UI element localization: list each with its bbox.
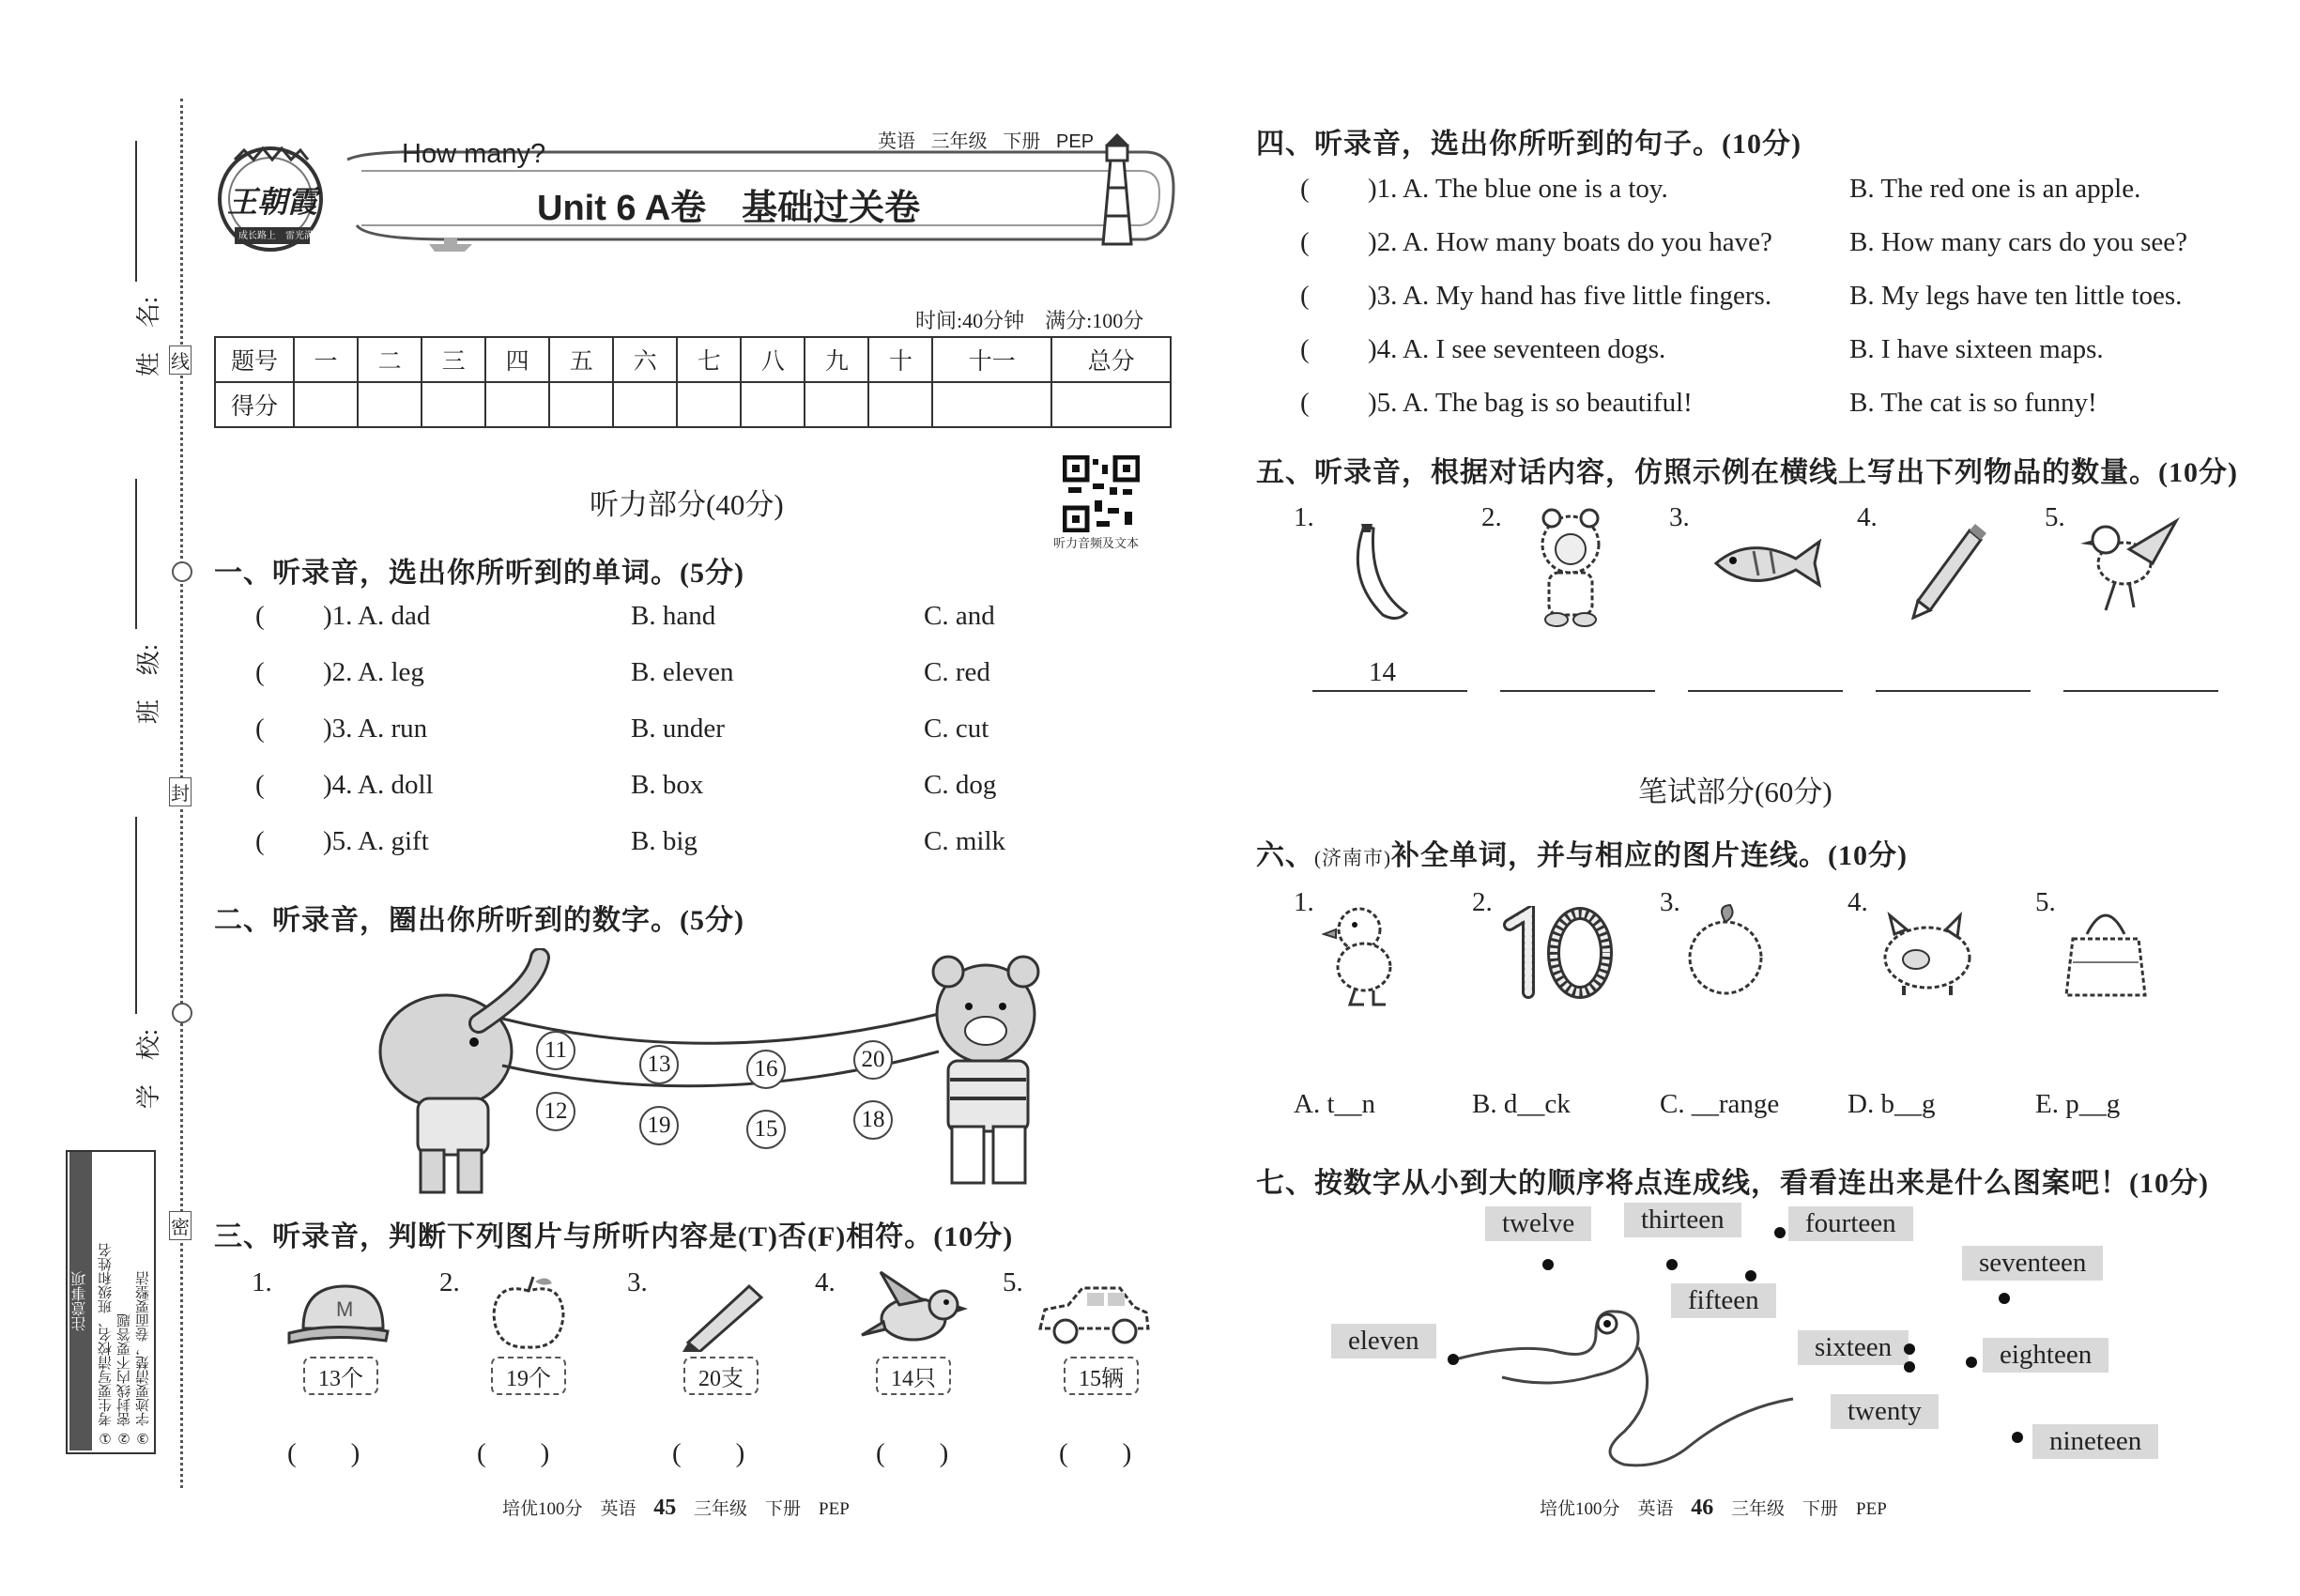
- time-score: 时间:40分钟 满分:100分: [915, 309, 1144, 332]
- word-tag: thirteen: [1624, 1203, 1741, 1237]
- answer-paren[interactable]: (: [255, 657, 265, 687]
- fish-icon: [1707, 530, 1829, 596]
- elephant-bear-icon: [376, 948, 1051, 1202]
- item-number: 5.: [1003, 1267, 1023, 1297]
- number-banner-illustration: [376, 948, 1051, 1202]
- svg-text:M: M: [336, 1297, 354, 1321]
- option-c: C. and: [924, 601, 995, 631]
- score-header: 四: [485, 337, 549, 382]
- score-header: 十: [868, 337, 932, 382]
- number-circle[interactable]: 15: [746, 1110, 786, 1149]
- s1-item[interactable]: [255, 826, 1100, 882]
- name-field[interactable]: [120, 141, 163, 377]
- class-underline: [135, 479, 137, 629]
- word-tag: nineteen: [2032, 1424, 2158, 1459]
- car-icon: [1035, 1277, 1153, 1352]
- item-number: 5.: [2035, 887, 2056, 917]
- s1-list: [255, 601, 1100, 882]
- option-a: )4. A. doll: [323, 770, 434, 800]
- answer-paren[interactable]: (: [255, 826, 265, 856]
- meta-grade: 三年级: [930, 131, 988, 152]
- connect-dot[interactable]: [1448, 1354, 1459, 1365]
- score-cell[interactable]: [613, 382, 677, 427]
- answer-paren[interactable]: (: [1300, 388, 1310, 418]
- tf-answer[interactable]: ( ): [287, 1438, 360, 1468]
- word-tag: eleven: [1331, 1324, 1436, 1358]
- number-circle[interactable]: 13: [639, 1045, 679, 1084]
- s4-item[interactable]: [1300, 334, 2239, 388]
- s2-title: 二、听录音，圈出你所听到的数字。(5分): [214, 905, 744, 936]
- score-header: 题号: [215, 337, 294, 382]
- s3-count-label: 20支: [683, 1357, 759, 1395]
- score-cell[interactable]: [805, 382, 868, 427]
- option-b: B. I have sixteen maps.: [1849, 334, 2104, 364]
- connect-dot[interactable]: [1666, 1259, 1678, 1270]
- s5-items: [1294, 502, 2232, 699]
- s6-items: [1294, 887, 2232, 1131]
- s6-title-post: 补全单词，并与相应的图片连线。(10分): [1391, 840, 1908, 871]
- item-number: 1.: [1294, 887, 1314, 917]
- number-circle[interactable]: 20: [853, 1040, 893, 1080]
- tf-answer[interactable]: ( ): [1059, 1438, 1132, 1468]
- s1-title: 一、听录音，选出你所听到的单词。(5分): [214, 558, 744, 589]
- footer-text: 培优100分 英语: [502, 1499, 636, 1519]
- brand-badge: [207, 141, 338, 253]
- tf-answer[interactable]: ( ): [477, 1438, 550, 1468]
- school-underline: [135, 817, 137, 1014]
- answer-line[interactable]: [1688, 690, 1843, 692]
- brand-motto: 成长路上 雷光满天: [238, 231, 323, 241]
- item-number: 4.: [815, 1267, 836, 1297]
- page-number: 46: [1691, 1496, 1714, 1520]
- answer-line[interactable]: [1500, 690, 1655, 692]
- notice-title: 注意事项: [69, 1152, 92, 1450]
- cut-mark: 封: [169, 777, 192, 806]
- binding-strip: [0, 0, 188, 1596]
- s3-count-label: 13个: [303, 1357, 378, 1395]
- cut-mark: 密: [169, 1211, 192, 1240]
- s4-item[interactable]: [1300, 388, 2239, 441]
- connect-dot[interactable]: [1542, 1259, 1554, 1270]
- word-blank[interactable]: D. b__g: [1848, 1089, 1936, 1119]
- word-blank[interactable]: A. t__n: [1294, 1089, 1375, 1119]
- meta-volume: 下册: [1003, 131, 1041, 152]
- banana-icon: [1341, 521, 1416, 624]
- option-a: )5. A. gift: [323, 826, 429, 856]
- qr-caption: 听力音频及文本: [1053, 536, 1140, 550]
- pen-icon: [679, 1277, 773, 1352]
- item-number: 2.: [1481, 502, 1502, 532]
- option-c: C. milk: [924, 826, 1006, 856]
- word-tag: eighteen: [1983, 1338, 2108, 1373]
- binding-hole: [172, 1003, 192, 1023]
- cap-icon: [284, 1277, 397, 1352]
- footer-right: [1540, 1495, 1887, 1521]
- ten-icon: [1495, 906, 1618, 1000]
- footer-text: 三年级 下册 PEP: [1731, 1499, 1887, 1519]
- option-a: )3. A. My hand has five little fingers.: [1368, 281, 1772, 311]
- option-c: C. cut: [924, 714, 989, 744]
- connect-dot[interactable]: [1904, 1343, 1915, 1355]
- tf-answer[interactable]: ( ): [672, 1438, 745, 1468]
- writing-title: 笔试部分(60分): [1638, 775, 1832, 808]
- number-circle[interactable]: 18: [853, 1100, 893, 1140]
- option-a: )1. A. The blue one is a toy.: [1368, 174, 1668, 204]
- score-header: 五: [549, 337, 613, 382]
- school-field[interactable]: [120, 817, 163, 1110]
- option-a: )1. A. dad: [323, 601, 431, 631]
- connect-dot[interactable]: [2012, 1432, 2023, 1443]
- header-banner: [207, 122, 1183, 272]
- s6-city: (济南市): [1314, 847, 1391, 869]
- item-number: 4.: [1848, 887, 1868, 917]
- option-a: )2. A. How many boats do you have?: [1368, 227, 1772, 257]
- answer-text[interactable]: 14: [1369, 657, 1396, 687]
- pencil-icon: [1904, 516, 1988, 620]
- score-header: 二: [358, 337, 422, 382]
- s6-title-pre: 六、: [1256, 840, 1314, 871]
- qr-code[interactable]: [1063, 455, 1140, 532]
- score-header: 六: [613, 337, 677, 382]
- s1-item[interactable]: [255, 770, 1100, 826]
- option-c: C. dog: [924, 770, 997, 800]
- s3-title: 三、听录音，判断下列图片与所听内容是(T)否(F)相符。(10分): [214, 1221, 1014, 1252]
- score-cell[interactable]: [485, 382, 549, 427]
- s3-count-label: 14只: [876, 1357, 951, 1395]
- item-number: 3.: [1660, 887, 1680, 917]
- bird-icon: [2073, 512, 2185, 615]
- meta-subject: 英语: [878, 131, 915, 152]
- s4-item[interactable]: [1300, 174, 2239, 227]
- page-number: 45: [653, 1496, 677, 1520]
- option-a: )3. A. run: [323, 714, 428, 744]
- option-a: )2. A. leg: [323, 657, 424, 687]
- word-blank[interactable]: B. d__ck: [1472, 1089, 1571, 1119]
- score-header: 一: [294, 337, 358, 382]
- score-header: 三: [422, 337, 485, 382]
- option-b: B. big: [631, 826, 698, 856]
- class-label: 班 级:: [135, 643, 163, 725]
- word-tag: twelve: [1485, 1206, 1591, 1241]
- score-cell[interactable]: [741, 382, 805, 427]
- orange-icon: [1679, 901, 1772, 1000]
- lighthouse-icon: [1084, 131, 1150, 253]
- notice-item: ① 考生要写清校名、班级和姓名: [99, 1243, 114, 1447]
- answer-line[interactable]: [2063, 690, 2218, 692]
- item-number: 3.: [627, 1267, 648, 1297]
- bag-icon: [2059, 897, 2153, 1005]
- school-label: 学 校:: [135, 1028, 163, 1110]
- answer-paren[interactable]: (: [255, 770, 265, 800]
- score-cell[interactable]: [1051, 382, 1171, 427]
- number-circle[interactable]: 12: [536, 1092, 575, 1131]
- pig-icon: [1871, 901, 1979, 1000]
- number-circle[interactable]: 16: [746, 1050, 786, 1089]
- word-tag: fourteen: [1788, 1206, 1913, 1241]
- s3-count-label: 15辆: [1064, 1357, 1139, 1395]
- cut-mark: 线: [169, 345, 192, 375]
- s7-title: 七、按数字从小到大的顺序将点连成线，看看连出来是什么图案吧！(10分): [1256, 1168, 2209, 1199]
- score-cell[interactable]: [677, 382, 741, 427]
- score-header: 总分: [1051, 337, 1171, 382]
- item-number: 1.: [1294, 502, 1314, 532]
- item-number: 1.: [252, 1267, 272, 1297]
- connect-dot[interactable]: [1774, 1227, 1786, 1238]
- option-c: C. red: [924, 657, 990, 687]
- s6-title: [1256, 832, 1908, 873]
- score-row-label: 得分: [215, 382, 294, 427]
- qr-icon: [1063, 455, 1140, 532]
- word-tag: fifteen: [1671, 1283, 1776, 1318]
- tf-answer[interactable]: ( ): [876, 1438, 949, 1468]
- answer-paren[interactable]: (: [1300, 334, 1310, 364]
- option-b: B. under: [631, 714, 725, 744]
- ship-icon: [427, 235, 474, 253]
- score-header: 七: [677, 337, 741, 382]
- score-cell[interactable]: [294, 382, 358, 427]
- score-cell[interactable]: [549, 382, 613, 427]
- option-b: B. eleven: [631, 657, 734, 687]
- meta-edition: PEP: [1056, 131, 1095, 152]
- answer-line[interactable]: [1876, 690, 2031, 692]
- dot-to-dot-puzzle: [1314, 1206, 2206, 1488]
- item-number: 3.: [1669, 502, 1690, 532]
- doll-icon: [1528, 507, 1613, 629]
- name-underline: [135, 141, 137, 282]
- s1-item[interactable]: [255, 657, 1100, 714]
- connect-dot[interactable]: [1999, 1293, 2010, 1304]
- option-b: B. box: [631, 770, 704, 800]
- class-field[interactable]: [120, 479, 163, 725]
- answer-paren[interactable]: (: [1300, 174, 1310, 204]
- item-number: 2.: [439, 1267, 460, 1297]
- s3-items: [252, 1267, 1172, 1483]
- option-b: B. The cat is so funny!: [1849, 388, 2097, 418]
- apple-icon: [486, 1272, 571, 1352]
- page-title: Unit 6 A卷 基础过关卷: [537, 189, 921, 228]
- notice-box: [66, 1150, 156, 1454]
- item-number: 4.: [1857, 502, 1878, 532]
- notice-item: ② 密封线内不要答题: [117, 1313, 132, 1447]
- footer-text: 培优100分 英语: [1540, 1499, 1674, 1519]
- s1-item[interactable]: [255, 714, 1100, 770]
- word-tag: twenty: [1831, 1394, 1939, 1429]
- option-b: B. My legs have ten little toes.: [1849, 281, 2183, 311]
- s4-title: 四、听录音，选出你所听到的句子。(10分): [1256, 129, 1802, 160]
- option-a: )4. A. I see seventeen dogs.: [1368, 334, 1666, 364]
- header-meta: [878, 126, 1094, 153]
- number-circle[interactable]: 11: [536, 1031, 575, 1070]
- connect-dot[interactable]: [1966, 1357, 1977, 1368]
- s4-list: [1300, 174, 2239, 441]
- option-a: )5. A. The bag is so beautiful!: [1368, 388, 1693, 418]
- number-circle[interactable]: 19: [639, 1106, 679, 1145]
- notice-item: ③ 字迹要清楚，卷面要整洁: [136, 1271, 151, 1447]
- answer-paren[interactable]: (: [255, 601, 265, 631]
- score-cell[interactable]: [422, 382, 485, 427]
- answer-paren[interactable]: (: [1300, 281, 1310, 311]
- binding-hole: [172, 561, 192, 582]
- score-table: [214, 336, 1172, 428]
- word-blank[interactable]: E. p__g: [2035, 1089, 2121, 1119]
- s4-item[interactable]: [1300, 281, 2239, 334]
- listening-title: 听力部分(40分): [590, 488, 784, 521]
- s5-title: 五、听录音，根据对话内容，仿照示例在横线上写出下列物品的数量。(10分): [1256, 457, 2238, 488]
- score-cell[interactable]: [868, 382, 932, 427]
- score-row: [215, 382, 1171, 427]
- answer-line[interactable]: [1312, 690, 1467, 692]
- word-tag: sixteen: [1798, 1330, 1909, 1365]
- score-header: 十一: [932, 337, 1051, 382]
- item-number: 5.: [2045, 502, 2065, 532]
- option-b: B. hand: [631, 601, 716, 631]
- score-header: 八: [741, 337, 805, 382]
- bird-icon: [857, 1267, 970, 1352]
- answer-paren[interactable]: (: [255, 714, 265, 744]
- connect-dot[interactable]: [1745, 1270, 1756, 1281]
- option-b: B. The red one is an apple.: [1849, 174, 2141, 204]
- item-number: 2.: [1472, 887, 1493, 917]
- score-cell[interactable]: [932, 382, 1051, 427]
- word-blank[interactable]: C. __range: [1660, 1089, 1780, 1119]
- word-tag: seventeen: [1962, 1246, 2103, 1281]
- footer-left: [502, 1495, 850, 1521]
- connect-dot[interactable]: [1904, 1361, 1915, 1373]
- duck-icon: [1322, 897, 1406, 1009]
- s1-item[interactable]: [255, 601, 1100, 657]
- option-b: B. How many cars do you see?: [1849, 227, 2187, 257]
- score-header: 九: [805, 337, 868, 382]
- s4-item[interactable]: [1300, 227, 2239, 281]
- answer-paren[interactable]: (: [1300, 227, 1310, 257]
- score-header-row: [215, 337, 1171, 382]
- name-label: 姓 名:: [135, 296, 163, 377]
- footer-text: 三年级 下册 PEP: [694, 1499, 850, 1519]
- score-cell[interactable]: [358, 382, 422, 427]
- brand-name: 王朝霞: [227, 185, 318, 219]
- topic-text: How many?: [402, 139, 546, 169]
- s3-count-label: 19个: [491, 1357, 566, 1395]
